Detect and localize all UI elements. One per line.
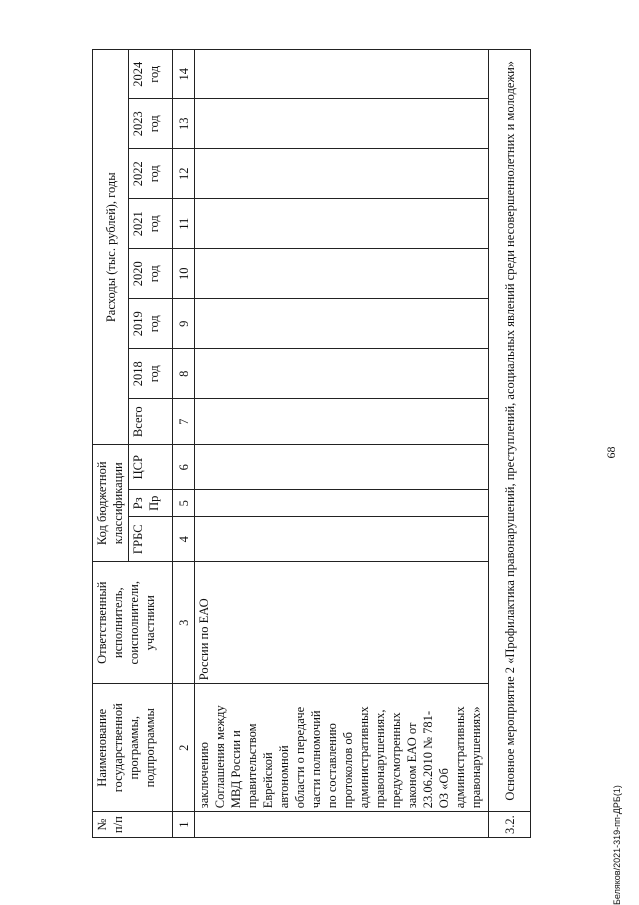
column-number-row bbox=[173, 50, 195, 838]
row-responsible: России по ЕАО bbox=[195, 562, 489, 684]
col-number: 5 bbox=[173, 490, 195, 517]
row-year bbox=[195, 99, 489, 149]
section-title: Основное мероприятие 2 «Профилактика правонарушений, преступлений, асоциальных явлений среди несовершеннолетних и молодежи» bbox=[489, 50, 531, 812]
header-row-1 bbox=[93, 50, 129, 838]
col-number: 4 bbox=[173, 517, 195, 562]
header-total: Всего bbox=[129, 399, 173, 445]
header-year: 2019 год bbox=[129, 299, 173, 349]
header-grbs: ГРБС bbox=[129, 517, 173, 562]
header-year: 2021 год bbox=[129, 199, 173, 249]
row-grbs bbox=[195, 517, 489, 562]
header-budget-code: Код бюджетной классификации bbox=[93, 445, 129, 562]
row-name: заключению Соглашения между МВД России и правительством Еврейской автономной области о передаче части полномочий по составлению протоколов об административных правонарушениях, предусмотренных законом ЕАО от 23.06.2010 № 781- ОЗ «Об административных правонарушениях» bbox=[195, 684, 489, 812]
table-row bbox=[195, 50, 489, 838]
section-num: 3.2. bbox=[489, 812, 531, 838]
header-year: 2022 год bbox=[129, 149, 173, 199]
row-year bbox=[195, 249, 489, 299]
row-year bbox=[195, 299, 489, 349]
row-year bbox=[195, 149, 489, 199]
col-number: 9 bbox=[173, 299, 195, 349]
col-number: 14 bbox=[173, 50, 195, 99]
row-rz-pr bbox=[195, 490, 489, 517]
row-year bbox=[195, 199, 489, 249]
col-number: 7 bbox=[173, 399, 195, 445]
row-csr bbox=[195, 445, 489, 490]
page-number: 68 bbox=[604, 446, 618, 459]
col-number: 3 bbox=[173, 562, 195, 684]
header-year: 2024 год bbox=[129, 50, 173, 99]
col-number: 13 bbox=[173, 99, 195, 149]
header-year: 2023 год bbox=[129, 99, 173, 149]
section-row bbox=[489, 50, 531, 838]
row-year bbox=[195, 349, 489, 399]
header-name: Наименование государственной программы, подпрограммы bbox=[93, 684, 173, 812]
col-number: 11 bbox=[173, 199, 195, 249]
col-number: 1 bbox=[173, 812, 195, 838]
header-rz-pr: Рз Пр bbox=[129, 490, 173, 517]
header-year: 2020 год bbox=[129, 249, 173, 299]
row-total bbox=[195, 399, 489, 445]
header-expenses: Расходы (тыс. рублей), годы bbox=[93, 50, 129, 445]
row-year bbox=[195, 50, 489, 99]
document-reference: Беляков/2021-319-пп-ДРБ(1) bbox=[612, 785, 622, 905]
col-number: 12 bbox=[173, 149, 195, 199]
col-number: 8 bbox=[173, 349, 195, 399]
col-number: 10 bbox=[173, 249, 195, 299]
header-year: 2018 год bbox=[129, 349, 173, 399]
header-csr: ЦСР bbox=[129, 445, 173, 490]
row-num bbox=[195, 812, 489, 838]
col-number: 6 bbox=[173, 445, 195, 490]
header-num: № п/п bbox=[93, 812, 173, 838]
col-number: 2 bbox=[173, 684, 195, 812]
header-responsible: Ответственный исполнитель, соисполнители, участники bbox=[93, 562, 173, 684]
budget-table bbox=[92, 49, 531, 838]
